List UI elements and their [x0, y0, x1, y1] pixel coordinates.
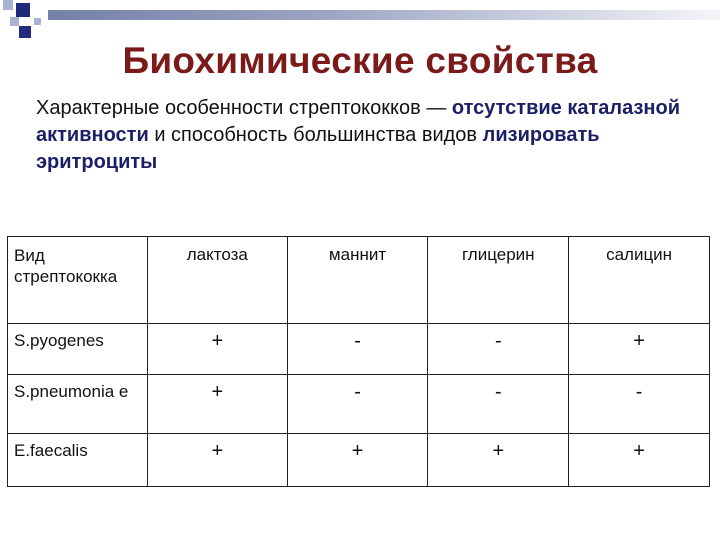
deco-square	[34, 18, 41, 25]
column-header: маннит	[287, 237, 428, 324]
table-cell: -	[428, 324, 569, 375]
table-cell: -	[287, 375, 428, 434]
deco-square	[16, 3, 30, 17]
intro-text: Характерные особенности стрептококков —	[36, 97, 452, 119]
table-cell: +	[147, 324, 287, 375]
table-cell: +	[287, 434, 428, 487]
species-name: E.faecalis	[8, 434, 148, 487]
table-cell: -	[428, 375, 569, 434]
table-cell: +	[569, 324, 710, 375]
table-cell: +	[147, 375, 287, 434]
deco-square	[19, 26, 31, 38]
intro-text: и способность большинства видов	[148, 124, 483, 146]
table-cell: -	[287, 324, 428, 375]
intro-highlight: отсутствие каталазной активности	[36, 97, 680, 146]
species-name: S.pneumonia e	[8, 375, 148, 434]
table-row	[8, 375, 710, 434]
table-row	[8, 434, 710, 487]
top-gradient-bar	[48, 10, 720, 20]
slide-title: Биохимические свойства	[122, 40, 598, 81]
column-header: лактоза	[147, 237, 287, 324]
species-name: S.pyogenes	[8, 324, 148, 375]
column-header: глицерин	[428, 237, 569, 324]
table-row	[8, 324, 710, 375]
deco-square	[3, 0, 13, 10]
column-header: салицин	[569, 237, 710, 324]
table-header-row	[8, 237, 710, 324]
intro-paragraph	[36, 95, 708, 176]
table-cell: +	[147, 434, 287, 487]
table-cell: +	[428, 434, 569, 487]
intro-highlight: лизировать эритроциты	[36, 124, 600, 173]
deco-square	[10, 17, 19, 26]
table-cell: -	[569, 375, 710, 434]
biochem-table	[7, 236, 710, 487]
column-header: Вид стрептококка	[8, 237, 148, 324]
table-cell: +	[569, 434, 710, 487]
corner-decoration	[0, 0, 60, 40]
